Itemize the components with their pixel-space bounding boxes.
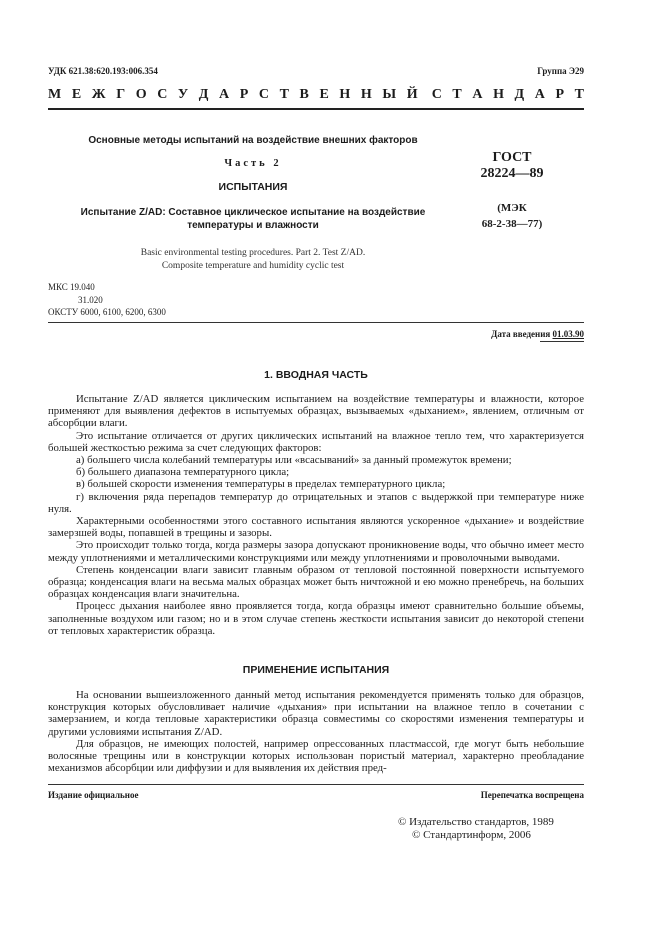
section1-paragraph: Процесс дыхания наиболее явно проявляется тогда, когда образцы имеют сравнительно большие объемы, заполненные воздухом или газом; но и в этом случае степень жесткости испытания зависит до некоторой степени от тепловых характеристик образца. [48,600,584,637]
banner-letter: Т [574,87,584,102]
banner-word-standard [432,87,584,103]
english-title-2: Composite temperature and humidity cyclic test [161,261,345,271]
banner-letter: Е [319,87,329,102]
banner-letter: Н [360,87,372,102]
section1-paragraph: Это испытание отличается от других циклических испытаний на влажное тепло тем, что характеризуется большей жесткостью режима за счет следующих факторов: [48,429,584,454]
banner-letter: Т [452,87,462,102]
copyright-1: © Издательство стандартов, 1989 [398,816,554,828]
mks-code [48,281,95,294]
title-line-1: Основные методы испытаний на воздействие внешних факторов [88,135,418,146]
banner-letter: У [177,87,189,102]
banner-letter: Е [71,87,82,102]
section2-paragraph: На основании вышеизложенного данный метод испытания рекомендуется применять только для образцов, конструкция которых обусловливает наличие «дыхания» при испытании на влажное тепло в сочетании с замерзанием, и когда тепловые характеристики образца совместимы со скоростями изменения температуры и другими условиями испытания Z/AD. [48,689,584,738]
section1-paragraph: б) большего диапазона температурного цикла; [76,466,290,479]
section1-paragraph: Это происходит только тогда, когда размеры зазора допускают проникновение воды, что обычно имеет место между уплотнениями и металлическими конструкциями или между уплотнениями и проволочными выводами. [48,539,584,564]
banner-letter: Й [406,87,418,102]
section1-paragraph: Характерными особенностями этого составного испытания являются ускоренное «дыхание» и воздействие замерзшей воды, попавшей в трещины и зазоры. [48,515,584,540]
intro-date-value: 01.03.90 [552,329,584,339]
section-2-title: ПРИМЕНЕНИЕ ИСПЫТАНИЯ [242,664,390,676]
gost-number: 28224—89 [480,166,544,181]
iec-number: 68-2-38—77) [481,218,543,230]
banner-rule [48,108,584,110]
official-edition-note: Издание официальное [48,790,139,800]
banner-letter: Ж [91,87,106,102]
title-part: Часть 2 [224,158,282,169]
iec-label: (МЭК [497,202,527,214]
banner-letter: Н [339,87,351,102]
banner-word-interstate [48,87,418,103]
section2-paragraph: Для образцов, не имеющих полостей, например опрессованных пластмассой, где могут быть небольшие волосяные трещины или в конструкции которых использован пористый материал, характерно преобладание механизмов абсорбции или диффузии и для выявления их действия пред- [48,737,584,775]
banner-letter: М [48,87,62,102]
banner-letter: Д [198,87,209,102]
udk-code: УДК 621.38:620.193:006.354 [48,66,158,76]
section1-paragraph: Степень конденсации влаги зависит главным образом от тепловой постоянной поверхности испытуемого образца; конденсация влаги на весьма малых образцах может быть ничтожной и ею можно пренебречь, на больших образцах конденсация влаги значительна. [48,563,584,601]
banner-letter: С [157,87,168,102]
section-2-body [48,689,584,774]
section1-paragraph: г) включения ряда перепадов температур до отрицательных и этапов с выдержкой при температуре ниже нуля. [48,490,584,515]
reprint-prohibited-note: Перепечатка воспрещена [480,790,584,800]
banner-letter: А [472,87,483,102]
intro-date-label: Дата введения [491,329,551,339]
banner-letter: С [258,87,270,102]
mks-value-1: 19.040 [70,282,95,292]
mks-value-2: 31.020 [78,295,103,305]
banner-letter: А [534,87,545,102]
group-code: Группа Э29 [537,66,584,76]
banner-letter: С [431,87,442,102]
banner-letter: Т [279,87,289,102]
section-1-body [48,393,584,637]
title-line-3a: Испытание Z/AD: Составное циклическое испытание на воздействие [80,207,426,218]
banner-letter: Н [493,87,504,102]
codes-rule [48,322,584,323]
banner-letter: Г [116,87,126,102]
okstu-code: ОКСТУ 6000, 6100, 6200, 6300 [48,307,166,317]
banner-letter: Д [514,87,525,102]
banner-letter: Ы [382,87,397,102]
gost-label: ГОСТ [492,150,532,165]
banner-letter: Р [555,87,565,102]
title-tests: ИСПЫТАНИЯ [218,181,288,193]
english-title-1: Basic environmental testing procedures. Part 2. Test Z/AD. [140,248,366,258]
copyright-2: © Стандартинформ, 2006 [412,829,531,841]
intro-date [300,329,584,339]
intro-date-rule [540,341,584,342]
banner-letter: О [135,87,147,102]
mks-label: МКС [48,282,68,292]
section-1-title: 1. ВВОДНАЯ ЧАСТЬ [264,369,368,381]
banner-letter: А [219,87,230,102]
section1-paragraph: в) большей скорости изменения температуры в пределах температурного цикла; [76,478,446,491]
section1-paragraph: Испытание Z/AD является циклическим испытанием на воздействие температуры и влажности, которое применяют для выявления дефектов в испытуемых образцах, вызываемых «дыханием», явлением, отличным от абсорбции влаги. [48,393,584,430]
banner-letter: В [299,87,309,102]
section1-paragraph: а) большего числа колебаний температуры или «всасываний» за данный промежуток времени; [76,454,512,467]
banner-letter: Р [239,87,249,102]
title-line-3b: температуры и влажности [187,220,319,231]
standard-banner [48,87,584,103]
footer-rule [48,784,584,785]
